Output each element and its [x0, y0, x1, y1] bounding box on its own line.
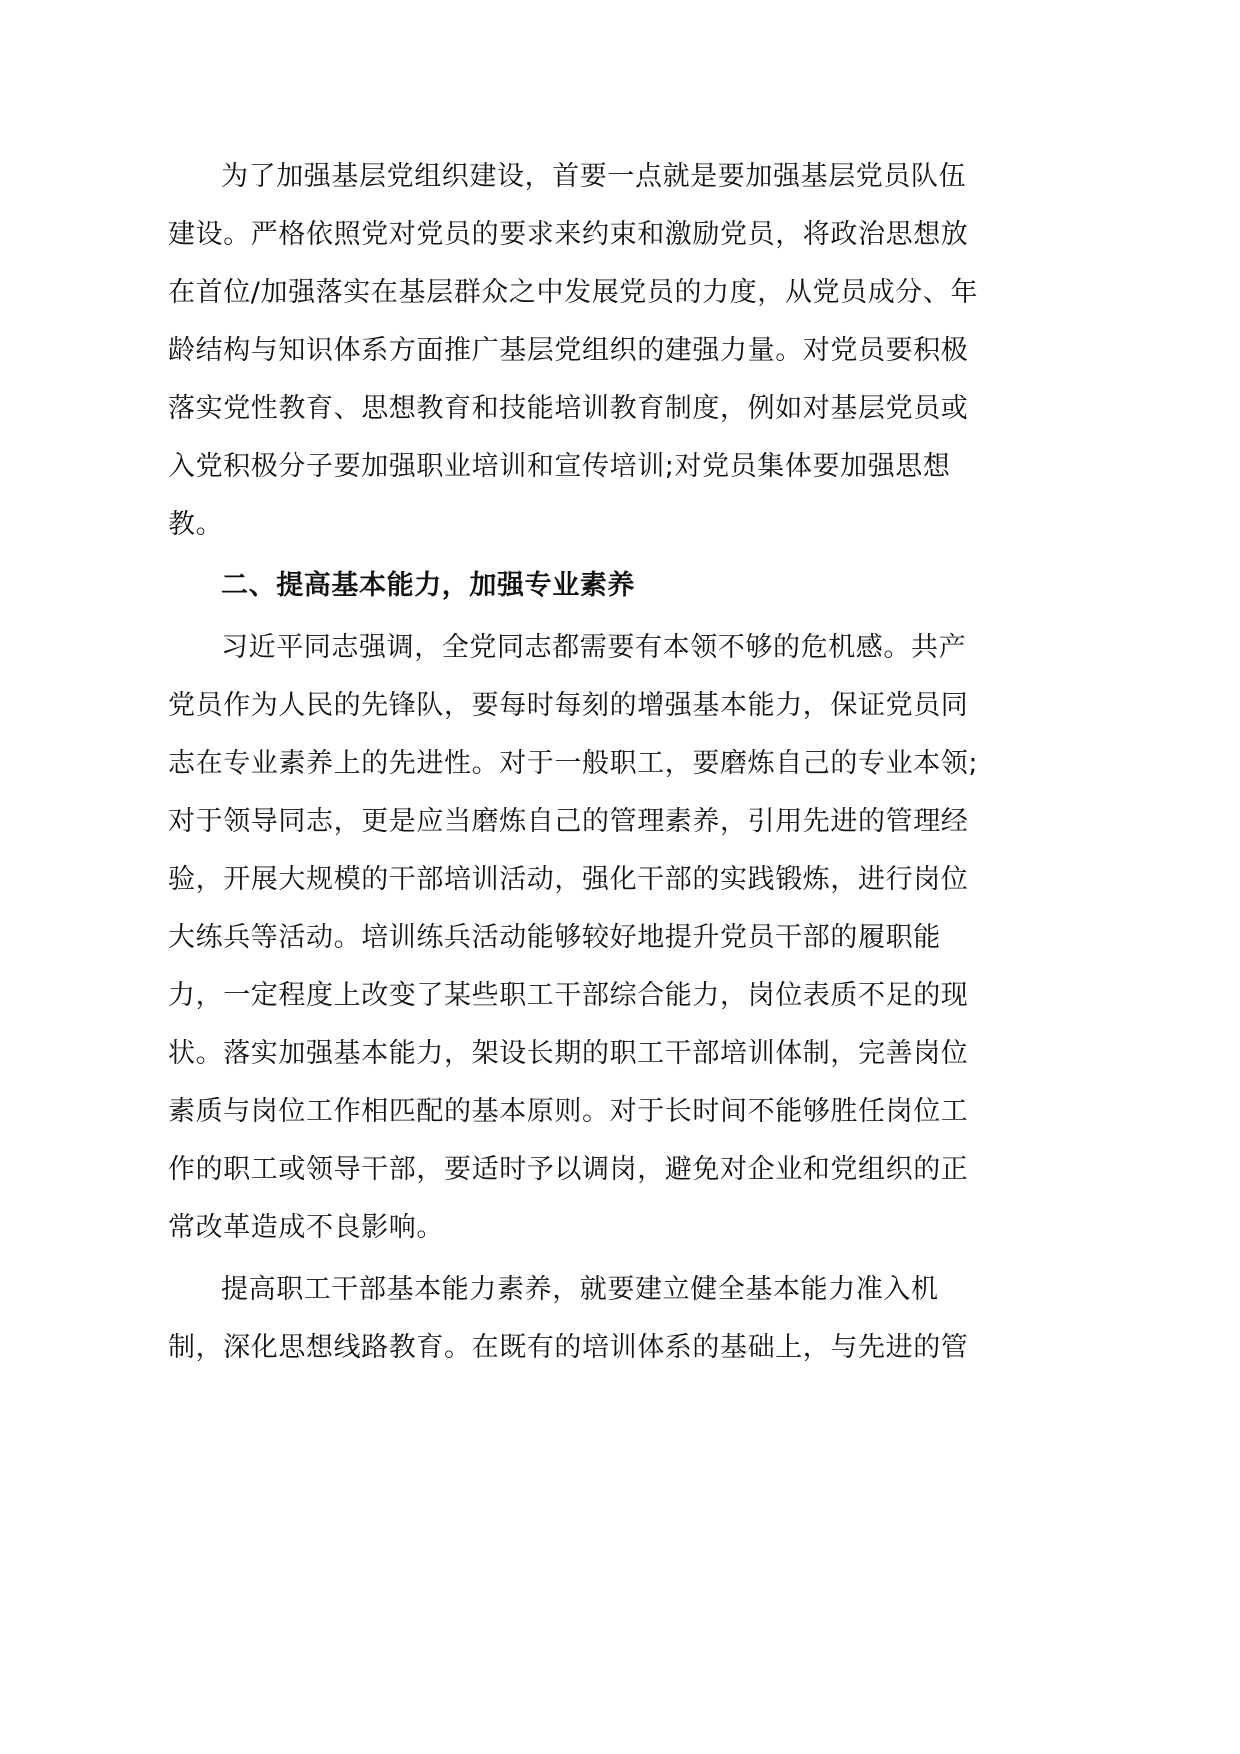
paragraph-2-line-1: 习近平同志强调，全党同志都需要有本领不够的危机感。共产	[221, 632, 967, 663]
paragraph-2-line-6: 大练兵等活动。培训练兵活动能够较好地提升党员干部的履职能	[168, 922, 941, 953]
paragraph-3-line-2: 制，深化思想线路教育。在既有的培训体系的基础上，与先进的管	[168, 1332, 969, 1363]
paragraph-2-line-7: 力，一定程度上改变了某些职工干部综合能力，岗位表质不足的现	[168, 980, 969, 1011]
section-heading: 二、提高基本能力，加强专业素养	[221, 570, 635, 601]
paragraph-1-line-1: 为了加强基层党组织建设，首要一点就是要加强基层党员队伍	[221, 161, 967, 192]
paragraph-2-line-5: 验，开展大规模的干部培训活动，强化干部的实践锻炼，进行岗位	[168, 864, 969, 895]
paragraph-2-line-9: 素质与岗位工作相匹配的基本原则。对于长时间不能够胜任岗位工	[168, 1096, 969, 1127]
paragraph-1-line-6: 入党积极分子要加强职业培训和宣传培训;对党员集体要加强思想	[168, 451, 951, 482]
paragraph-2-line-10: 作的职工或领导干部，要适时予以调岗，避免对企业和党组织的正	[168, 1154, 969, 1185]
paragraph-2-line-4: 对于领导同志，更是应当磨炼自己的管理素养，引用先进的管理经	[168, 806, 969, 837]
paragraph-2-line-2: 党员作为人民的先锋队，要每时每刻的增强基本能力，保证党员同	[168, 690, 969, 721]
paragraph-2-line-11: 常改革造成不良影响。	[168, 1212, 444, 1243]
paragraph-2-line-3: 志在专业素养上的先进性。对于一般职工，要磨炼自己的专业本领;	[168, 748, 979, 779]
paragraph-1-line-5: 落实党性教育、思想教育和技能培训教育制度，例如对基层党员或	[168, 393, 969, 424]
paragraph-3-line-1: 提高职工干部基本能力素养，就要建立健全基本能力准入机	[221, 1274, 939, 1305]
paragraph-2-line-8: 状。落实加强基本能力，架设长期的职工干部培训体制，完善岗位	[168, 1038, 969, 1069]
paragraph-1-line-3: 在首位/加强落实在基层群众之中发展党员的力度，从党员成分、年	[168, 277, 979, 308]
paragraph-1-line-4: 龄结构与知识体系方面推广基层党组织的建强力量。对党员要积极	[168, 335, 969, 366]
paragraph-1-line-2: 建设。严格依照党对党员的要求来约束和激励党员，将政治思想放	[168, 219, 969, 250]
paragraph-1-line-7: 教。	[168, 509, 224, 540]
